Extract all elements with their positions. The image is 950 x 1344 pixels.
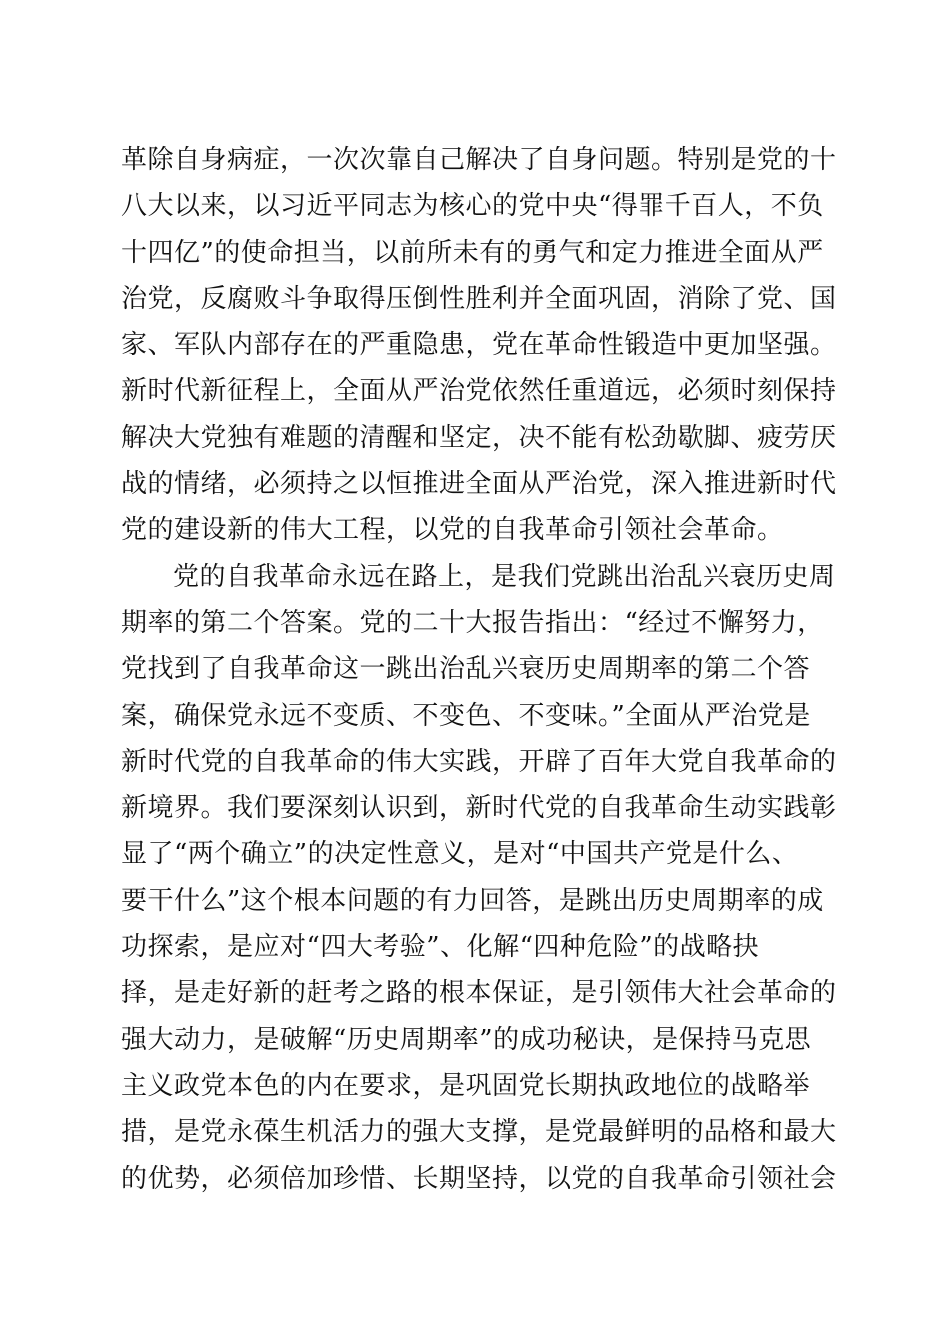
text-line: 择，是走好新的赶考之路的根本保证，是引领伟大社会革命的: [121, 978, 837, 1009]
text-line: 新时代党的自我革命的伟大实践，开辟了百年大党自我革命的: [121, 746, 837, 777]
text-line: 强大动力，是破解“历史周期率”的成功秘诀，是保持马克思: [121, 1024, 812, 1055]
text-line: 革除自身病症，一次次靠自己解决了自身问题。特别是党的十: [121, 145, 837, 175]
text-line: 措，是党永葆生机活力的强大支撑，是党最鲜明的品格和最大: [121, 1117, 837, 1148]
paragraph-first-line: 党的自我革命永远在路上，是我们党跳出治乱兴衰历史周: [173, 561, 836, 592]
text-line: 要干什么”这个根本问题的有力回答，是跳出历史周期率的成: [121, 885, 824, 916]
text-line: 八大以来，以习近平同志为核心的党中央“得罪千百人，不负: [121, 191, 824, 222]
body-text: [121, 137, 837, 1202]
text-line: 功探索，是应对“四大考验”、化解“四种危险”的战略抉: [121, 932, 760, 963]
text-line: 战的情绪，必须持之以恒推进全面从严治党，深入推进新时代: [121, 469, 837, 500]
text-line: 治党，反腐败斗争取得压倒性胜利并全面巩固，消除了党、国: [121, 283, 837, 314]
text-line: 十四亿”的使命担当，以前所未有的勇气和定力推进全面从严: [121, 237, 824, 268]
text-line: 新时代新征程上，全面从严治党依然任重道远，必须时刻保持: [121, 376, 837, 407]
text-line: 主义政党本色的内在要求，是巩固党长期执政地位的战略举: [121, 1070, 811, 1101]
text-line: 期率的第二个答案。党的二十大报告指出：“经过不懈努力，: [121, 607, 824, 638]
text-line: 新境界。我们要深刻认识到，新时代党的自我革命生动实践彰: [121, 793, 837, 824]
text-line: 党找到了自我革命这一跳出治乱兴衰历史周期率的第二个答: [121, 654, 811, 685]
text-line: 解决大党独有难题的清醒和坚定，决不能有松劲歇脚、疲劳厌: [121, 422, 837, 453]
text-line: 家、军队内部存在的严重隐患，党在革命性锻造中更加坚强。: [121, 330, 837, 361]
text-line: 的优势，必须倍加珍惜、长期坚持，以党的自我革命引领社会: [121, 1163, 837, 1194]
text-line: 案，确保党永远不变质、不变色、不变味。”全面从严治党是: [121, 700, 811, 731]
text-line: 党的建设新的伟大工程，以党的自我革命引领社会革命。: [121, 515, 784, 546]
text-line: 显了“两个确立”的决定性意义，是对“中国共产党是什么、: [121, 839, 799, 870]
